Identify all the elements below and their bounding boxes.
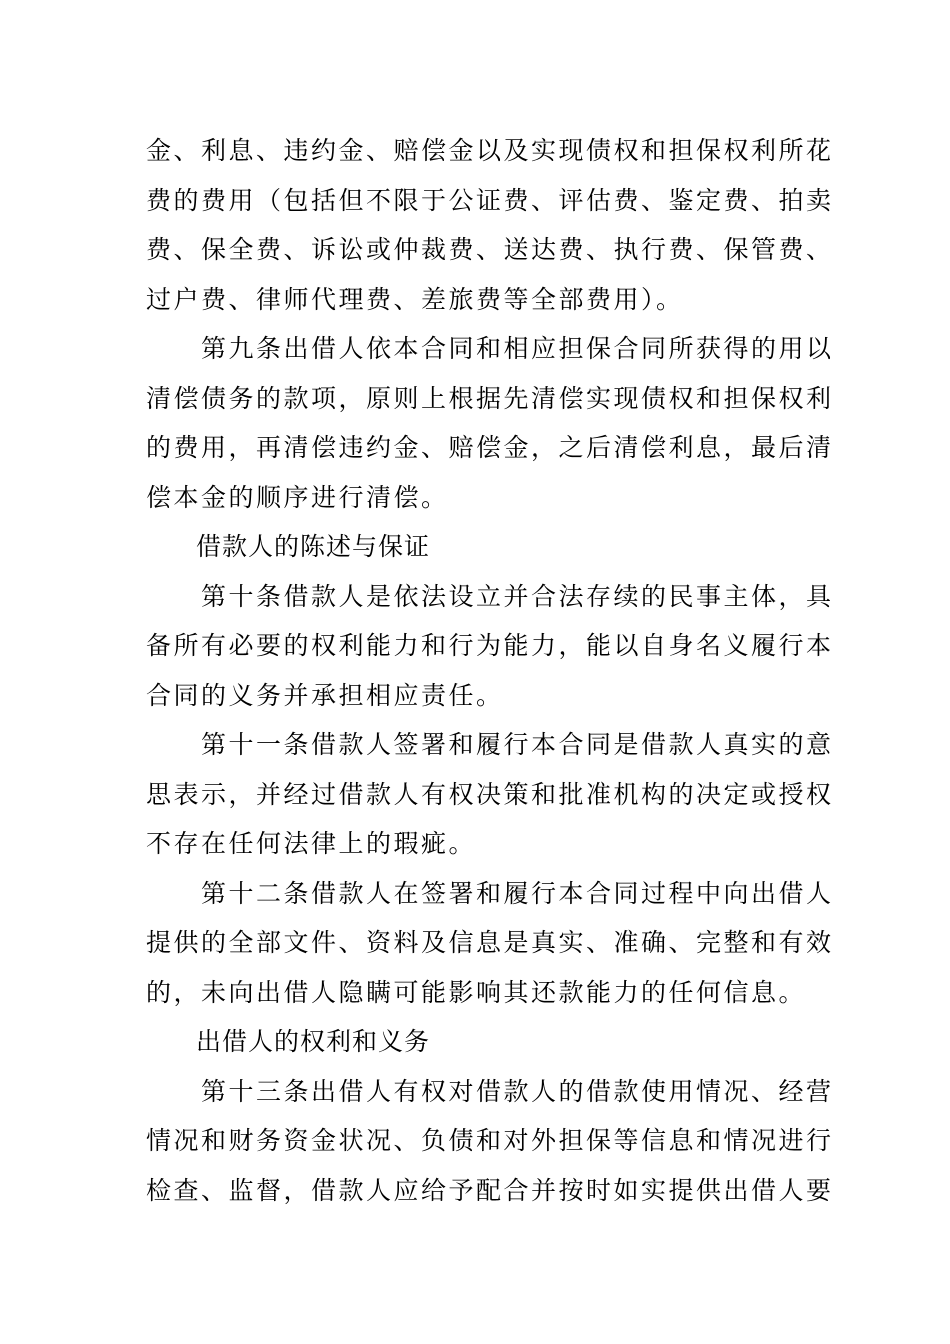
text-line: 情况和财务资金状况、负债和对外担保等信息和情况进行	[146, 1126, 834, 1155]
text-line: 思表示，并经过借款人有权决策和批准机构的决定或授权	[146, 779, 834, 809]
text-line: 备所有必要的权利能力和行为能力，能以自身名义履行本	[146, 631, 834, 660]
text-line: 合同的义务并承担相应责任。	[146, 680, 504, 710]
text-line: 的，未向出借人隐瞒可能影响其还款能力的任何信息。	[146, 977, 807, 1007]
article-13-start: 第十三条出借人有权对借款人的借款使用情况、经营	[201, 1076, 834, 1106]
text-line: 费、保全费、诉讼或仲裁费、送达费、执行费、保管费、	[146, 235, 834, 264]
text-line: 金、利息、违约金、赔偿金以及实现债权和担保权利所花	[146, 136, 834, 165]
text-line: 检查、监督，借款人应给予配合并按时如实提供出借人要	[146, 1175, 834, 1205]
section-heading-borrower-representations: 借款人的陈述与保证	[196, 532, 431, 561]
article-9-start: 第九条出借人依本合同和相应担保合同所获得的用以	[201, 334, 834, 363]
text-line: 费的费用（包括但不限于公证费、评估费、鉴定费、拍卖	[146, 185, 834, 215]
article-10-start: 第十条借款人是依法设立并合法存续的民事主体，具	[201, 581, 834, 611]
text-line: 过户费、律师代理费、差旅费等全部费用）。	[146, 284, 684, 314]
text-line: 偿本金的顺序进行清偿。	[146, 482, 449, 512]
text-line: 的费用，再清偿违约金、赔偿金，之后清偿利息，最后清	[146, 433, 834, 462]
text-line: 不存在任何法律上的瑕疵。	[146, 829, 477, 858]
article-12-start: 第十二条借款人在签署和履行本合同过程中向出借人	[201, 878, 834, 908]
document-body	[146, 126, 834, 1215]
section-heading-lender-rights: 出借人的权利和义务	[196, 1027, 431, 1056]
article-11-start: 第十一条借款人签署和履行本合同是借款人真实的意	[201, 730, 834, 759]
text-line: 清偿债务的款项，原则上根据先清偿实现债权和担保权利	[146, 383, 834, 413]
text-line: 提供的全部文件、资料及信息是真实、准确、完整和有效	[146, 928, 834, 957]
